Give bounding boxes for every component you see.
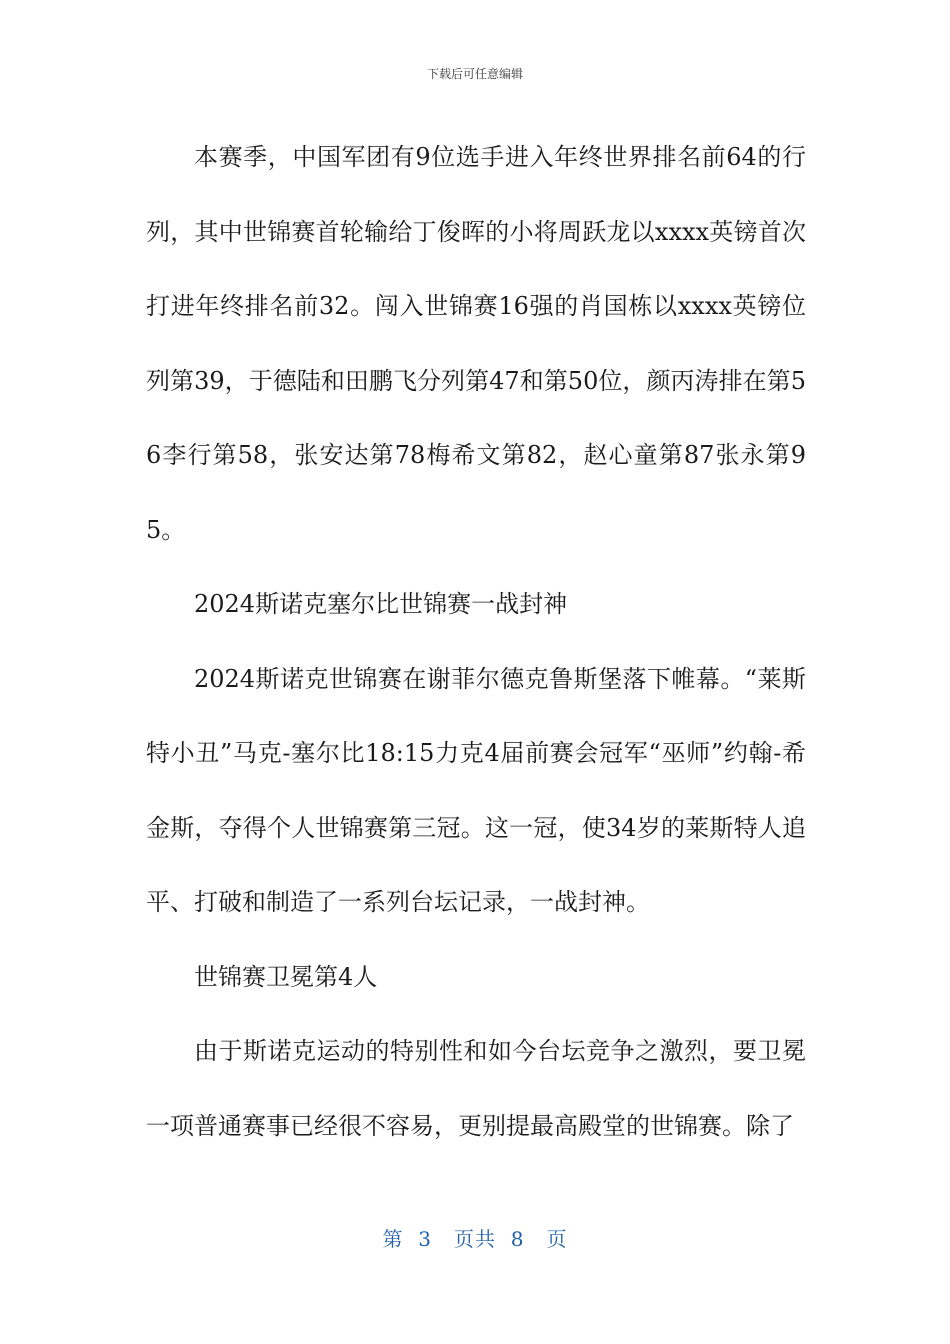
paragraph-rankings: 本赛季，中国军团有9位选手进入年终世界排名前64的行列，其中世锦赛首轮输给丁俊晖的小将周跃龙以xxxx英镑首次打进年终排名前32。闯入世锦赛16强的肖国栋以xxxx英镑位列第39，于德陆和田鹏飞分列第47和第50位，颜丙涛排在第56李行第58，张安达第78梅希文第82，赵心童第87张永第95。 [146,143,806,544]
footer-suffix: 页 [546,1227,568,1251]
paragraph-defend-text: 由于斯诺克运动的特别性和如今台坛竞争之激烈，要卫冕一项普通赛事已经很不容易，更别提最高殿堂的世锦赛。除了 [146,1037,806,1140]
paragraph-heading-selby: 2024斯诺克塞尔比世锦赛一战封神 [194,590,568,618]
paragraph-heading-defend: 世锦赛卫冕第4人 [194,962,378,991]
footer-current-page: 3 [418,1227,432,1251]
footer-total-pages: 8 [510,1227,525,1251]
document-body [146,120,806,1163]
paragraph-final-report: 2024斯诺克世锦赛在谢菲尔德克鲁斯堡落下帷幕。“莱斯特小丑”马克-塞尔比18:15力克4届前赛会冠军“巫师”约翰-希金斯，夺得个人世锦赛第三冠。这一冠，使34岁的莱斯特人追平、打破和制造了一系列台坛记录，一战封神。 [146,664,806,916]
page-header-note: 下载后可任意编辑 [426,67,523,81]
page-number-footer [0,1226,950,1252]
footer-prefix: 第 [382,1227,404,1251]
footer-middle: 页共 [454,1227,496,1251]
